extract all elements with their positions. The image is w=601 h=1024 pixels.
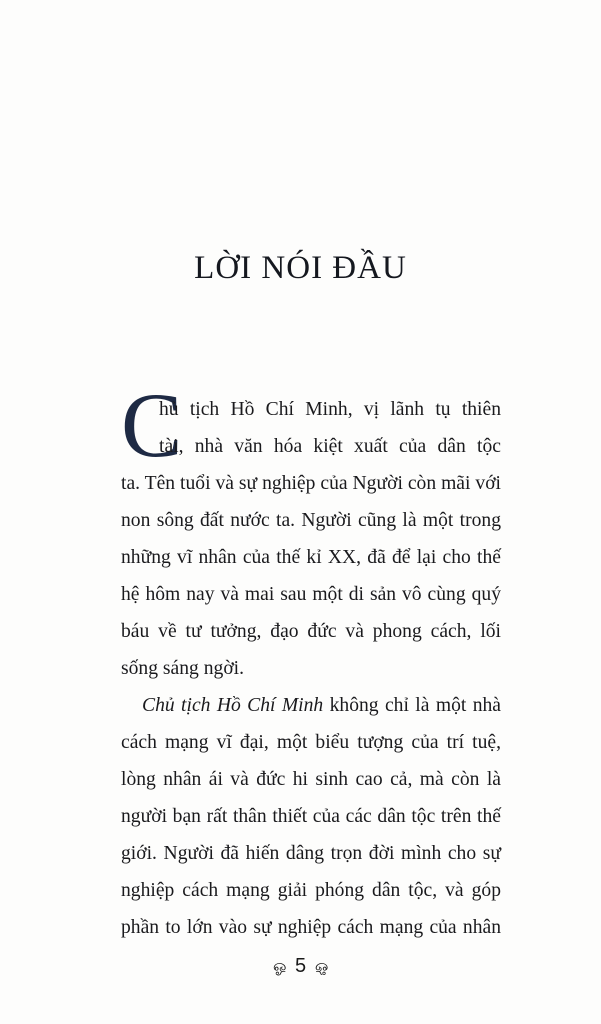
text-line: giới. Người đã hiến dâng trọn đời mình cho sự: [121, 843, 501, 864]
text-line: lòng nhân ái và đức hi sinh cao cả, mà còn là: [121, 769, 501, 790]
text-line: người bạn rất thân thiết của các dân tộc trên thế: [121, 806, 501, 827]
italic-title: Chủ tịch Hồ Chí Minh: [142, 695, 324, 716]
text-line: phần to lớn vào sự nghiệp cách mạng của nhân: [121, 917, 501, 938]
text-line: hệ hôm nay và mai sau một di sản vô cùng quý: [121, 584, 501, 605]
page-number: 5: [294, 955, 307, 977]
text-line: những vĩ nhân của thế kỉ XX, đã để lại cho thế: [121, 547, 501, 568]
text-line: nghiệp cách mạng giải phóng dân tộc, và góp: [121, 880, 501, 901]
text-line: sống sáng ngời.: [121, 658, 245, 679]
text-line: ta. Tên tuổi và sự nghiệp của Người còn mãi với: [121, 473, 501, 494]
page-footer: [0, 955, 601, 978]
paragraph-2-first-line: [121, 687, 501, 724]
page-title: LỜI NÓI ĐẦU: [194, 250, 407, 286]
ornament-left-icon: ஓ: [272, 957, 287, 975]
text-line: tài, nhà văn hóa kiệt xuất của dân tộc: [159, 436, 501, 457]
text-line: cách mạng vĩ đại, một biểu tượng của trí tuệ,: [121, 732, 501, 753]
drop-cap: C: [121, 374, 183, 476]
ornament-right-icon: ஓ: [314, 957, 329, 975]
body-text: [121, 391, 501, 946]
text-line: hủ tịch Hồ Chí Minh, vị lãnh tụ thiên: [159, 399, 501, 420]
text-line: non sông đất nước ta. Người cũng là một trong: [121, 510, 501, 531]
text-line: báu về tư tưởng, đạo đức và phong cách, lối: [121, 621, 501, 642]
text-fragment: không chỉ là một nhà: [323, 695, 501, 716]
